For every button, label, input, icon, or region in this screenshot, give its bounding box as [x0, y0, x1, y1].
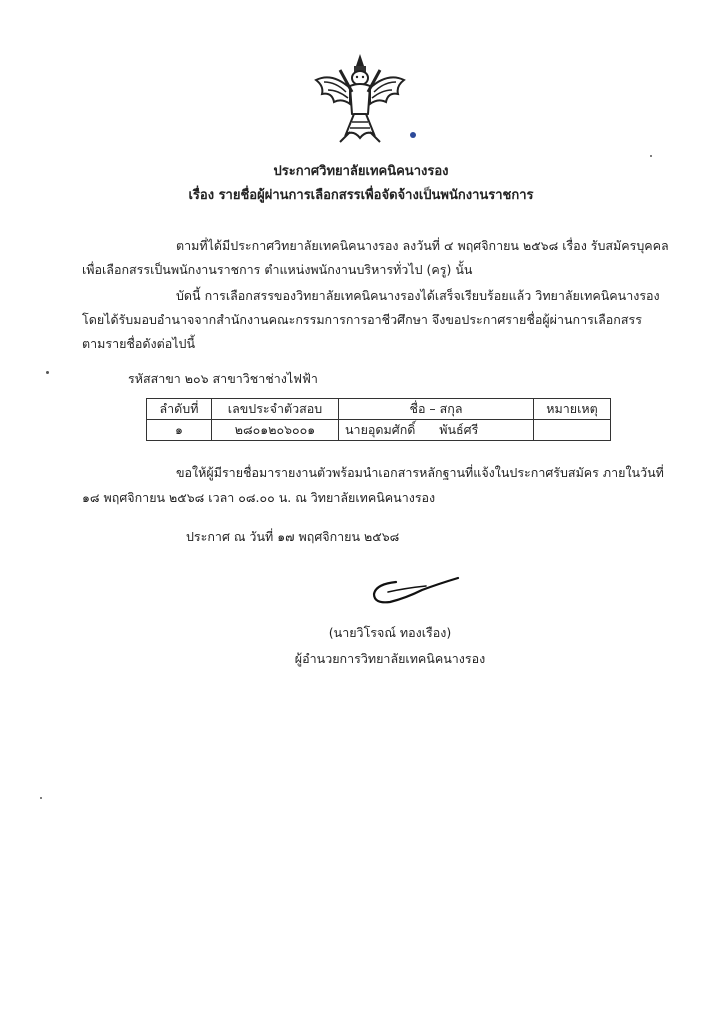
document-subject: เรื่อง รายชื่อผู้ผ่านการเลือกสรรเพื่อจัดจ้างเป็นพนักงานราชการ [188, 188, 534, 203]
candidate-table [146, 398, 611, 441]
announce-date: ประกาศ ณ วันที่ ๑๗ พฤศจิกายน ๒๕๖๘ [186, 529, 400, 544]
signer-position: ผู้อำนวยการวิทยาลัยเทคนิคนางรอง [294, 651, 486, 666]
handwritten-signature [366, 574, 462, 608]
header-order: ลำดับที่ [147, 399, 212, 420]
garuda-emblem-icon [310, 52, 410, 148]
scan-speck [40, 797, 42, 799]
header-name: ชื่อ – สกุล [339, 399, 534, 420]
paragraph-3-line-1: ขอให้ผู้มีรายชื่อมารายงานตัวพร้อมนำเอกสารหลักฐานที่แจ้งในประกาศรับสมัคร ภายในวันที่ [176, 465, 664, 480]
cell-note [534, 420, 611, 441]
table-row [147, 420, 611, 441]
scan-speck [46, 371, 49, 374]
table-header-row [147, 399, 611, 420]
ink-dot [410, 132, 416, 138]
cell-name: นายอุดมศักดิ์ พันธ์ศรี [339, 420, 534, 441]
document-title: ประกาศวิทยาลัยเทคนิคนางรอง [273, 164, 449, 179]
header-note: หมายเหตุ [534, 399, 611, 420]
scan-speck [650, 155, 652, 157]
paragraph-1-line-1: ตามที่ได้มีประกาศวิทยาลัยเทคนิคนางรอง ลงวันที่ ๔ พฤศจิกายน ๒๕๖๘ เรื่อง รับสมัครบุคคล [176, 238, 669, 253]
branch-label: รหัสสาขา ๒๐๖ สาขาวิชาช่างไฟฟ้า [128, 371, 318, 386]
cell-exam-id: ๒๘๐๑๒๐๖๐๐๑ [212, 420, 339, 441]
signer-name: (นายวิโรจณ์ ทองเรือง) [328, 625, 452, 640]
paragraph-2-line-1: บัดนี้ การเลือกสรรของวิทยาลัยเทคนิคนางรองได้เสร็จเรียบร้อยแล้ว วิทยาลัยเทคนิคนางรอง [176, 288, 660, 303]
paragraph-2-line-2: โดยได้รับมอบอำนาจจากสำนักงานคณะกรรมการการอาชีวศึกษา จึงขอประกาศรายชื่อผู้ผ่านการเลือกสรร [82, 312, 642, 327]
paragraph-2-line-3: ตามรายชื่อดังต่อไปนี้ [82, 336, 196, 351]
paragraph-1-line-2: เพื่อเลือกสรรเป็นพนักงานราชการ ตำแหน่งพนักงานบริหารทั่วไป (ครู) นั้น [82, 262, 473, 277]
paragraph-3-line-2: ๑๘ พฤศจิกายน ๒๕๖๘ เวลา ๐๘.๐๐ น. ณ วิทยาลัยเทคนิคนางรอง [82, 490, 436, 505]
cell-order: ๑ [147, 420, 212, 441]
header-exam-id: เลขประจำตัวสอบ [212, 399, 339, 420]
